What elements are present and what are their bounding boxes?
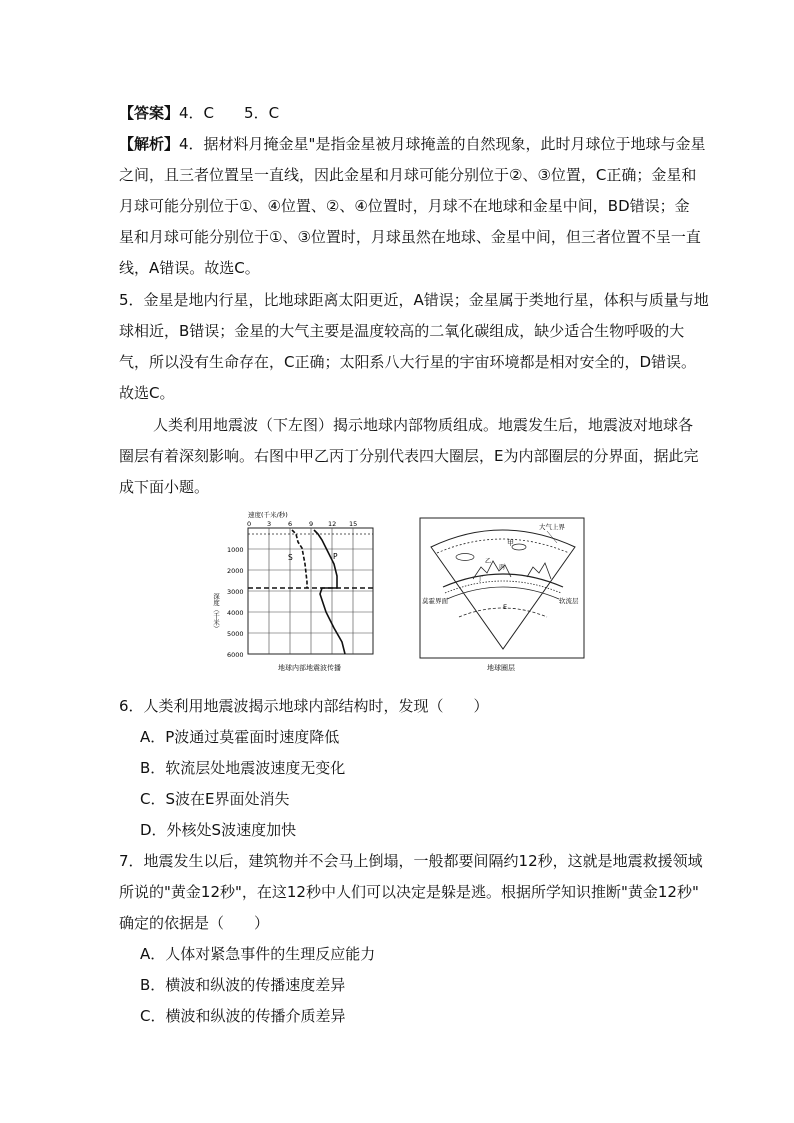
q6-stem: 6．人类利用地震波揭示地球内部结构时，发现（ ） [119, 697, 489, 715]
q7-option-c: C．横波和纵波的传播介质差异 [140, 1007, 346, 1025]
analysis-line-5: 线，A错误。故选C。 [119, 259, 260, 277]
analysis-line-3: 月球可能分别位于①、④位置、②、④位置时，月球不在地球和金星中间，BD错误；金 [119, 197, 690, 215]
answer-line [119, 103, 279, 123]
analysis-text-1: 4．据材料月掩金星"是指金星被月球掩盖的自然现象，此时月球位于地球与金星 [179, 135, 706, 153]
q7-stem-line-1: 7．地震发生以后，建筑物并不会马上倒塌，一般都要间隔约12秒，这就是地震救援领域 [119, 852, 703, 870]
q7-stem-line-3: 确定的依据是（ ） [119, 914, 270, 932]
asthenosphere-label: 软流层 [559, 597, 579, 605]
x-tick-0: 0 [247, 520, 252, 528]
answer-text: 4．C 5．C [179, 104, 280, 122]
analysis-label: 【解析】 [119, 135, 180, 153]
x-tick-6: 6 [288, 520, 293, 528]
q5-analysis-line-2: 球相近，B错误；金星的大气主要是温度较高的二氧化碳组成，缺少适合生物呼吸的大 [119, 322, 685, 340]
y-tick-2000: 2000 [227, 567, 244, 575]
intro-line-1: 人类利用地震波（下左图）揭示地球内部物质组成。地震发生后，地震波对地球各 [153, 416, 694, 434]
q6-option-b: B．软流层处地震波速度无变化 [140, 759, 346, 777]
ding-label: 丁 [477, 576, 484, 583]
q7-option-a: A．人体对紧急事件的生理反应能力 [140, 945, 376, 963]
y-tick-4000: 4000 [227, 609, 244, 617]
analysis-line-4: 星和月球可能分别位于①、③位置时，月球虽然在地球、金星中间，但三者位置不呈一直 [119, 228, 701, 246]
y-axis-title: 深度（千米） [212, 593, 220, 632]
intro-line-2: 圈层有着深刻影响。右图中甲乙丙丁分别代表四大圈层，E为内部圈层的分界面，据此完 [119, 447, 699, 465]
q5-analysis-line-4: 故选C。 [119, 384, 175, 402]
right-figure-frame [420, 518, 584, 658]
analysis-line-2: 之间，且三者位置呈一直线，因此金星和月球可能分别位于②、③位置，C正确；金星和 [119, 166, 697, 184]
q5-analysis-line-3: 气，所以没有生命存在，C正确；太阳系八大行星的宇宙环境都是相对安全的，D错误。 [119, 353, 697, 371]
p-wave-label: P [333, 552, 338, 561]
q6-option-a: A．P波通过莫霍面时速度降低 [140, 728, 340, 746]
x-tick-15: 15 [349, 520, 358, 528]
e-label: E [503, 603, 508, 611]
y-tick-3000: 3000 [227, 588, 244, 596]
q7-option-b: B．横波和纵波的传播速度差异 [140, 976, 346, 994]
x-tick-12: 12 [328, 520, 337, 528]
moho-label: 莫霍界面 [422, 597, 448, 605]
earth-spheres-figure [419, 517, 589, 673]
analysis-line-1 [119, 134, 705, 154]
left-figure-caption: 地球内部地震波传播 [278, 664, 341, 672]
s-wave-curve [292, 530, 307, 588]
answer-label: 【答案】 [119, 104, 180, 122]
y-tick-5000: 5000 [227, 630, 244, 638]
x-axis-title: 速度(千米/秒) [248, 511, 288, 519]
atmosphere-top-label: 大气上界 [539, 523, 565, 531]
q7-stem-line-2: 所说的"黄金12秒"，在这12秒中人们可以决定是躲是逃。根据所学知识推断"黄金12秒" [119, 883, 699, 901]
y-tick-6000: 6000 [227, 651, 244, 659]
x-tick-9: 9 [309, 520, 314, 528]
p-wave-curve [314, 530, 345, 654]
s-wave-label: S [288, 553, 293, 562]
bing-label: 丙 [499, 564, 506, 571]
jia-label: 甲 [507, 539, 514, 547]
yi-label: 乙 [485, 558, 492, 565]
q5-analysis-line-1: 5．金星是地内行星，比地球距离太阳更近，A错误；金星属于类地行星，体积与质量与地 [119, 291, 709, 309]
seismic-wave-figure [210, 508, 385, 673]
intro-line-3: 成下面小题。 [119, 478, 210, 496]
y-tick-1000: 1000 [227, 546, 244, 554]
q6-option-d: D．外核处S波速度加快 [140, 821, 297, 839]
right-figure-caption: 地球圈层 [487, 664, 515, 672]
x-tick-3: 3 [267, 520, 272, 528]
q6-option-c: C．S波在E界面处消失 [140, 790, 290, 808]
chart-grid [248, 528, 373, 654]
